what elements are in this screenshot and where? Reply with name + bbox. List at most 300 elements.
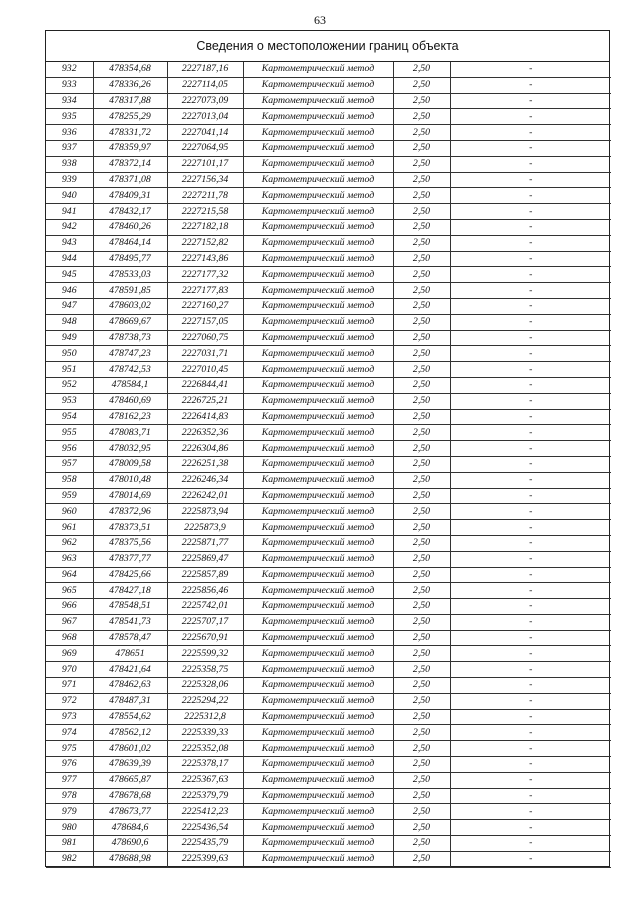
x-coordinate-cell: 478684,6 bbox=[93, 820, 167, 836]
method-cell: Картометрический метод bbox=[243, 456, 393, 472]
accuracy-cell: 2,50 bbox=[393, 488, 450, 504]
x-coordinate-cell: 478010,48 bbox=[93, 472, 167, 488]
method-cell: Картометрический метод bbox=[243, 583, 393, 599]
method-cell: Картометрический метод bbox=[243, 441, 393, 457]
table-row bbox=[46, 140, 611, 156]
point-number-cell: 937 bbox=[46, 140, 93, 156]
y-coordinate-cell: 2225873,9 bbox=[167, 520, 243, 536]
description-cell: - bbox=[450, 172, 611, 188]
coordinates-table bbox=[46, 62, 611, 868]
x-coordinate-cell: 478432,17 bbox=[93, 204, 167, 220]
x-coordinate-cell: 478578,47 bbox=[93, 630, 167, 646]
method-cell: Картометрический метод bbox=[243, 725, 393, 741]
description-cell: - bbox=[450, 267, 611, 283]
y-coordinate-cell: 2225869,47 bbox=[167, 551, 243, 567]
description-cell: - bbox=[450, 551, 611, 567]
method-cell: Картометрический метод bbox=[243, 235, 393, 251]
y-coordinate-cell: 2225857,89 bbox=[167, 567, 243, 583]
x-coordinate-cell: 478533,03 bbox=[93, 267, 167, 283]
y-coordinate-cell: 2226246,34 bbox=[167, 472, 243, 488]
table-row bbox=[46, 172, 611, 188]
description-cell: - bbox=[450, 125, 611, 141]
accuracy-cell: 2,50 bbox=[393, 362, 450, 378]
y-coordinate-cell: 2227101,17 bbox=[167, 156, 243, 172]
table-row bbox=[46, 298, 611, 314]
point-number-cell: 967 bbox=[46, 614, 93, 630]
accuracy-cell: 2,50 bbox=[393, 693, 450, 709]
x-coordinate-cell: 478747,23 bbox=[93, 346, 167, 362]
accuracy-cell: 2,50 bbox=[393, 314, 450, 330]
point-number-cell: 964 bbox=[46, 567, 93, 583]
method-cell: Картометрический метод bbox=[243, 662, 393, 678]
point-number-cell: 959 bbox=[46, 488, 93, 504]
table-row bbox=[46, 772, 611, 788]
accuracy-cell: 2,50 bbox=[393, 298, 450, 314]
table-row bbox=[46, 851, 611, 867]
x-coordinate-cell: 478331,72 bbox=[93, 125, 167, 141]
point-number-cell: 934 bbox=[46, 93, 93, 109]
x-coordinate-cell: 478083,71 bbox=[93, 425, 167, 441]
accuracy-cell: 2,50 bbox=[393, 662, 450, 678]
method-cell: Картометрический метод bbox=[243, 330, 393, 346]
y-coordinate-cell: 2227114,05 bbox=[167, 77, 243, 93]
y-coordinate-cell: 2227013,04 bbox=[167, 109, 243, 125]
table-row bbox=[46, 346, 611, 362]
accuracy-cell: 2,50 bbox=[393, 741, 450, 757]
y-coordinate-cell: 2226352,36 bbox=[167, 425, 243, 441]
accuracy-cell: 2,50 bbox=[393, 188, 450, 204]
method-cell: Картометрический метод bbox=[243, 693, 393, 709]
table-row bbox=[46, 188, 611, 204]
y-coordinate-cell: 2227211,78 bbox=[167, 188, 243, 204]
description-cell: - bbox=[450, 472, 611, 488]
method-cell: Картометрический метод bbox=[243, 599, 393, 615]
x-coordinate-cell: 478738,73 bbox=[93, 330, 167, 346]
table-row bbox=[46, 599, 611, 615]
y-coordinate-cell: 2227177,83 bbox=[167, 283, 243, 299]
x-coordinate-cell: 478665,87 bbox=[93, 772, 167, 788]
x-coordinate-cell: 478032,95 bbox=[93, 441, 167, 457]
table-row bbox=[46, 614, 611, 630]
y-coordinate-cell: 2227182,18 bbox=[167, 219, 243, 235]
accuracy-cell: 2,50 bbox=[393, 472, 450, 488]
description-cell: - bbox=[450, 741, 611, 757]
method-cell: Картометрический метод bbox=[243, 788, 393, 804]
y-coordinate-cell: 2225367,63 bbox=[167, 772, 243, 788]
x-coordinate-cell: 478651 bbox=[93, 646, 167, 662]
point-number-cell: 955 bbox=[46, 425, 93, 441]
y-coordinate-cell: 2227177,32 bbox=[167, 267, 243, 283]
x-coordinate-cell: 478354,68 bbox=[93, 62, 167, 77]
accuracy-cell: 2,50 bbox=[393, 346, 450, 362]
point-number-cell: 932 bbox=[46, 62, 93, 77]
y-coordinate-cell: 2225339,33 bbox=[167, 725, 243, 741]
accuracy-cell: 2,50 bbox=[393, 520, 450, 536]
table-row bbox=[46, 377, 611, 393]
y-coordinate-cell: 2227031,71 bbox=[167, 346, 243, 362]
y-coordinate-cell: 2225707,17 bbox=[167, 614, 243, 630]
point-number-cell: 948 bbox=[46, 314, 93, 330]
description-cell: - bbox=[450, 488, 611, 504]
table-row bbox=[46, 520, 611, 536]
table-row bbox=[46, 788, 611, 804]
method-cell: Картометрический метод bbox=[243, 757, 393, 773]
method-cell: Картометрический метод bbox=[243, 77, 393, 93]
point-number-cell: 981 bbox=[46, 836, 93, 852]
point-number-cell: 946 bbox=[46, 283, 93, 299]
point-number-cell: 960 bbox=[46, 504, 93, 520]
accuracy-cell: 2,50 bbox=[393, 851, 450, 867]
table-row bbox=[46, 93, 611, 109]
description-cell: - bbox=[450, 77, 611, 93]
point-number-cell: 949 bbox=[46, 330, 93, 346]
description-cell: - bbox=[450, 804, 611, 820]
accuracy-cell: 2,50 bbox=[393, 583, 450, 599]
point-number-cell: 958 bbox=[46, 472, 93, 488]
y-coordinate-cell: 2227064,95 bbox=[167, 140, 243, 156]
description-cell: - bbox=[450, 693, 611, 709]
accuracy-cell: 2,50 bbox=[393, 441, 450, 457]
table-row bbox=[46, 267, 611, 283]
method-cell: Картометрический метод bbox=[243, 851, 393, 867]
method-cell: Картометрический метод bbox=[243, 140, 393, 156]
point-number-cell: 951 bbox=[46, 362, 93, 378]
table-row bbox=[46, 62, 611, 77]
point-number-cell: 942 bbox=[46, 219, 93, 235]
y-coordinate-cell: 2225599,32 bbox=[167, 646, 243, 662]
method-cell: Картометрический метод bbox=[243, 551, 393, 567]
x-coordinate-cell: 478669,67 bbox=[93, 314, 167, 330]
table-row bbox=[46, 330, 611, 346]
boundary-table-frame bbox=[45, 30, 610, 867]
y-coordinate-cell: 2225742,01 bbox=[167, 599, 243, 615]
method-cell: Картометрический метод bbox=[243, 188, 393, 204]
method-cell: Картометрический метод bbox=[243, 156, 393, 172]
description-cell: - bbox=[450, 62, 611, 77]
description-cell: - bbox=[450, 204, 611, 220]
table-row bbox=[46, 757, 611, 773]
y-coordinate-cell: 2227060,75 bbox=[167, 330, 243, 346]
description-cell: - bbox=[450, 504, 611, 520]
description-cell: - bbox=[450, 456, 611, 472]
point-number-cell: 950 bbox=[46, 346, 93, 362]
point-number-cell: 961 bbox=[46, 520, 93, 536]
accuracy-cell: 2,50 bbox=[393, 156, 450, 172]
method-cell: Картометрический метод bbox=[243, 520, 393, 536]
x-coordinate-cell: 478425,66 bbox=[93, 567, 167, 583]
description-cell: - bbox=[450, 709, 611, 725]
x-coordinate-cell: 478336,26 bbox=[93, 77, 167, 93]
description-cell: - bbox=[450, 346, 611, 362]
description-cell: - bbox=[450, 662, 611, 678]
point-number-cell: 974 bbox=[46, 725, 93, 741]
x-coordinate-cell: 478591,85 bbox=[93, 283, 167, 299]
x-coordinate-cell: 478421,64 bbox=[93, 662, 167, 678]
x-coordinate-cell: 478603,02 bbox=[93, 298, 167, 314]
table-row bbox=[46, 804, 611, 820]
table-row bbox=[46, 551, 611, 567]
table-row bbox=[46, 630, 611, 646]
table-row bbox=[46, 662, 611, 678]
x-coordinate-cell: 478639,39 bbox=[93, 757, 167, 773]
point-number-cell: 977 bbox=[46, 772, 93, 788]
description-cell: - bbox=[450, 109, 611, 125]
accuracy-cell: 2,50 bbox=[393, 409, 450, 425]
description-cell: - bbox=[450, 140, 611, 156]
y-coordinate-cell: 2225312,8 bbox=[167, 709, 243, 725]
accuracy-cell: 2,50 bbox=[393, 599, 450, 615]
method-cell: Картометрический метод bbox=[243, 298, 393, 314]
y-coordinate-cell: 2227152,82 bbox=[167, 235, 243, 251]
method-cell: Картометрический метод bbox=[243, 109, 393, 125]
point-number-cell: 933 bbox=[46, 77, 93, 93]
description-cell: - bbox=[450, 772, 611, 788]
point-number-cell: 941 bbox=[46, 204, 93, 220]
accuracy-cell: 2,50 bbox=[393, 77, 450, 93]
accuracy-cell: 2,50 bbox=[393, 219, 450, 235]
accuracy-cell: 2,50 bbox=[393, 614, 450, 630]
table-row bbox=[46, 535, 611, 551]
table-row bbox=[46, 456, 611, 472]
y-coordinate-cell: 2226725,21 bbox=[167, 393, 243, 409]
table-row bbox=[46, 314, 611, 330]
x-coordinate-cell: 478688,98 bbox=[93, 851, 167, 867]
y-coordinate-cell: 2226304,86 bbox=[167, 441, 243, 457]
table-row bbox=[46, 156, 611, 172]
table-row bbox=[46, 472, 611, 488]
point-number-cell: 944 bbox=[46, 251, 93, 267]
x-coordinate-cell: 478495,77 bbox=[93, 251, 167, 267]
y-coordinate-cell: 2227010,45 bbox=[167, 362, 243, 378]
accuracy-cell: 2,50 bbox=[393, 535, 450, 551]
accuracy-cell: 2,50 bbox=[393, 504, 450, 520]
description-cell: - bbox=[450, 678, 611, 694]
table-row bbox=[46, 125, 611, 141]
table-row bbox=[46, 709, 611, 725]
description-cell: - bbox=[450, 614, 611, 630]
table-row bbox=[46, 219, 611, 235]
x-coordinate-cell: 478377,77 bbox=[93, 551, 167, 567]
accuracy-cell: 2,50 bbox=[393, 757, 450, 773]
accuracy-cell: 2,50 bbox=[393, 235, 450, 251]
point-number-cell: 952 bbox=[46, 377, 93, 393]
description-cell: - bbox=[450, 330, 611, 346]
point-number-cell: 976 bbox=[46, 757, 93, 773]
method-cell: Картометрический метод bbox=[243, 472, 393, 488]
method-cell: Картометрический метод bbox=[243, 125, 393, 141]
description-cell: - bbox=[450, 235, 611, 251]
x-coordinate-cell: 478548,51 bbox=[93, 599, 167, 615]
point-number-cell: 940 bbox=[46, 188, 93, 204]
table-row bbox=[46, 567, 611, 583]
table-row bbox=[46, 283, 611, 299]
table-row bbox=[46, 820, 611, 836]
x-coordinate-cell: 478554,62 bbox=[93, 709, 167, 725]
x-coordinate-cell: 478562,12 bbox=[93, 725, 167, 741]
table-row bbox=[46, 441, 611, 457]
page-number: 63 bbox=[314, 13, 326, 27]
point-number-cell: 968 bbox=[46, 630, 93, 646]
y-coordinate-cell: 2225352,08 bbox=[167, 741, 243, 757]
description-cell: - bbox=[450, 520, 611, 536]
y-coordinate-cell: 2225399,63 bbox=[167, 851, 243, 867]
point-number-cell: 969 bbox=[46, 646, 93, 662]
accuracy-cell: 2,50 bbox=[393, 283, 450, 299]
table-row bbox=[46, 693, 611, 709]
method-cell: Картометрический метод bbox=[243, 362, 393, 378]
description-cell: - bbox=[450, 851, 611, 867]
y-coordinate-cell: 2225435,79 bbox=[167, 836, 243, 852]
description-cell: - bbox=[450, 362, 611, 378]
y-coordinate-cell: 2225873,94 bbox=[167, 504, 243, 520]
point-number-cell: 957 bbox=[46, 456, 93, 472]
point-number-cell: 935 bbox=[46, 109, 93, 125]
point-number-cell: 945 bbox=[46, 267, 93, 283]
description-cell: - bbox=[450, 583, 611, 599]
point-number-cell: 982 bbox=[46, 851, 93, 867]
table-row bbox=[46, 741, 611, 757]
table-row bbox=[46, 646, 611, 662]
x-coordinate-cell: 478371,08 bbox=[93, 172, 167, 188]
x-coordinate-cell: 478375,56 bbox=[93, 535, 167, 551]
description-cell: - bbox=[450, 441, 611, 457]
x-coordinate-cell: 478678,68 bbox=[93, 788, 167, 804]
point-number-cell: 966 bbox=[46, 599, 93, 615]
method-cell: Картометрический метод bbox=[243, 488, 393, 504]
x-coordinate-cell: 478742,53 bbox=[93, 362, 167, 378]
y-coordinate-cell: 2227041,14 bbox=[167, 125, 243, 141]
table-row bbox=[46, 393, 611, 409]
method-cell: Картометрический метод bbox=[243, 172, 393, 188]
description-cell: - bbox=[450, 251, 611, 267]
x-coordinate-cell: 478460,26 bbox=[93, 219, 167, 235]
accuracy-cell: 2,50 bbox=[393, 630, 450, 646]
accuracy-cell: 2,50 bbox=[393, 267, 450, 283]
x-coordinate-cell: 478487,31 bbox=[93, 693, 167, 709]
x-coordinate-cell: 478372,96 bbox=[93, 504, 167, 520]
x-coordinate-cell: 478373,51 bbox=[93, 520, 167, 536]
point-number-cell: 965 bbox=[46, 583, 93, 599]
table-row bbox=[46, 362, 611, 378]
x-coordinate-cell: 478460,69 bbox=[93, 393, 167, 409]
table-heading: Сведения о местоположении границ объекта bbox=[46, 31, 609, 62]
method-cell: Картометрический метод bbox=[243, 425, 393, 441]
method-cell: Картометрический метод bbox=[243, 504, 393, 520]
x-coordinate-cell: 478541,73 bbox=[93, 614, 167, 630]
accuracy-cell: 2,50 bbox=[393, 140, 450, 156]
point-number-cell: 956 bbox=[46, 441, 93, 457]
y-coordinate-cell: 2225670,91 bbox=[167, 630, 243, 646]
point-number-cell: 936 bbox=[46, 125, 93, 141]
accuracy-cell: 2,50 bbox=[393, 567, 450, 583]
x-coordinate-cell: 478359,97 bbox=[93, 140, 167, 156]
y-coordinate-cell: 2227143,86 bbox=[167, 251, 243, 267]
point-number-cell: 975 bbox=[46, 741, 93, 757]
accuracy-cell: 2,50 bbox=[393, 93, 450, 109]
method-cell: Картометрический метод bbox=[243, 741, 393, 757]
method-cell: Картометрический метод bbox=[243, 409, 393, 425]
table-row bbox=[46, 77, 611, 93]
method-cell: Картометрический метод bbox=[243, 630, 393, 646]
x-coordinate-cell: 478009,58 bbox=[93, 456, 167, 472]
description-cell: - bbox=[450, 298, 611, 314]
method-cell: Картометрический метод bbox=[243, 93, 393, 109]
table-row bbox=[46, 836, 611, 852]
method-cell: Картометрический метод bbox=[243, 346, 393, 362]
description-cell: - bbox=[450, 409, 611, 425]
description-cell: - bbox=[450, 425, 611, 441]
point-number-cell: 980 bbox=[46, 820, 93, 836]
method-cell: Картометрический метод bbox=[243, 204, 393, 220]
accuracy-cell: 2,50 bbox=[393, 456, 450, 472]
point-number-cell: 962 bbox=[46, 535, 93, 551]
accuracy-cell: 2,50 bbox=[393, 393, 450, 409]
y-coordinate-cell: 2227160,27 bbox=[167, 298, 243, 314]
y-coordinate-cell: 2225294,22 bbox=[167, 693, 243, 709]
point-number-cell: 954 bbox=[46, 409, 93, 425]
description-cell: - bbox=[450, 630, 611, 646]
description-cell: - bbox=[450, 188, 611, 204]
accuracy-cell: 2,50 bbox=[393, 172, 450, 188]
method-cell: Картометрический метод bbox=[243, 283, 393, 299]
x-coordinate-cell: 478372,14 bbox=[93, 156, 167, 172]
y-coordinate-cell: 2226844,41 bbox=[167, 377, 243, 393]
table-row bbox=[46, 504, 611, 520]
accuracy-cell: 2,50 bbox=[393, 725, 450, 741]
point-number-cell: 939 bbox=[46, 172, 93, 188]
method-cell: Картометрический метод bbox=[243, 62, 393, 77]
x-coordinate-cell: 478690,6 bbox=[93, 836, 167, 852]
accuracy-cell: 2,50 bbox=[393, 804, 450, 820]
point-number-cell: 971 bbox=[46, 678, 93, 694]
point-number-cell: 943 bbox=[46, 235, 93, 251]
description-cell: - bbox=[450, 820, 611, 836]
description-cell: - bbox=[450, 283, 611, 299]
y-coordinate-cell: 2226242,01 bbox=[167, 488, 243, 504]
method-cell: Картометрический метод bbox=[243, 251, 393, 267]
x-coordinate-cell: 478464,14 bbox=[93, 235, 167, 251]
description-cell: - bbox=[450, 725, 611, 741]
y-coordinate-cell: 2225871,77 bbox=[167, 535, 243, 551]
description-cell: - bbox=[450, 836, 611, 852]
y-coordinate-cell: 2227187,16 bbox=[167, 62, 243, 77]
method-cell: Картометрический метод bbox=[243, 567, 393, 583]
description-cell: - bbox=[450, 757, 611, 773]
method-cell: Картометрический метод bbox=[243, 709, 393, 725]
description-cell: - bbox=[450, 219, 611, 235]
table-row bbox=[46, 488, 611, 504]
accuracy-cell: 2,50 bbox=[393, 788, 450, 804]
method-cell: Картометрический метод bbox=[243, 614, 393, 630]
x-coordinate-cell: 478462,63 bbox=[93, 678, 167, 694]
accuracy-cell: 2,50 bbox=[393, 551, 450, 567]
method-cell: Картометрический метод bbox=[243, 314, 393, 330]
accuracy-cell: 2,50 bbox=[393, 62, 450, 77]
y-coordinate-cell: 2227215,58 bbox=[167, 204, 243, 220]
method-cell: Картометрический метод bbox=[243, 772, 393, 788]
description-cell: - bbox=[450, 535, 611, 551]
x-coordinate-cell: 478317,88 bbox=[93, 93, 167, 109]
y-coordinate-cell: 2227073,09 bbox=[167, 93, 243, 109]
description-cell: - bbox=[450, 314, 611, 330]
accuracy-cell: 2,50 bbox=[393, 330, 450, 346]
point-number-cell: 972 bbox=[46, 693, 93, 709]
description-cell: - bbox=[450, 567, 611, 583]
table-row bbox=[46, 109, 611, 125]
accuracy-cell: 2,50 bbox=[393, 109, 450, 125]
method-cell: Картометрический метод bbox=[243, 804, 393, 820]
method-cell: Картометрический метод bbox=[243, 678, 393, 694]
